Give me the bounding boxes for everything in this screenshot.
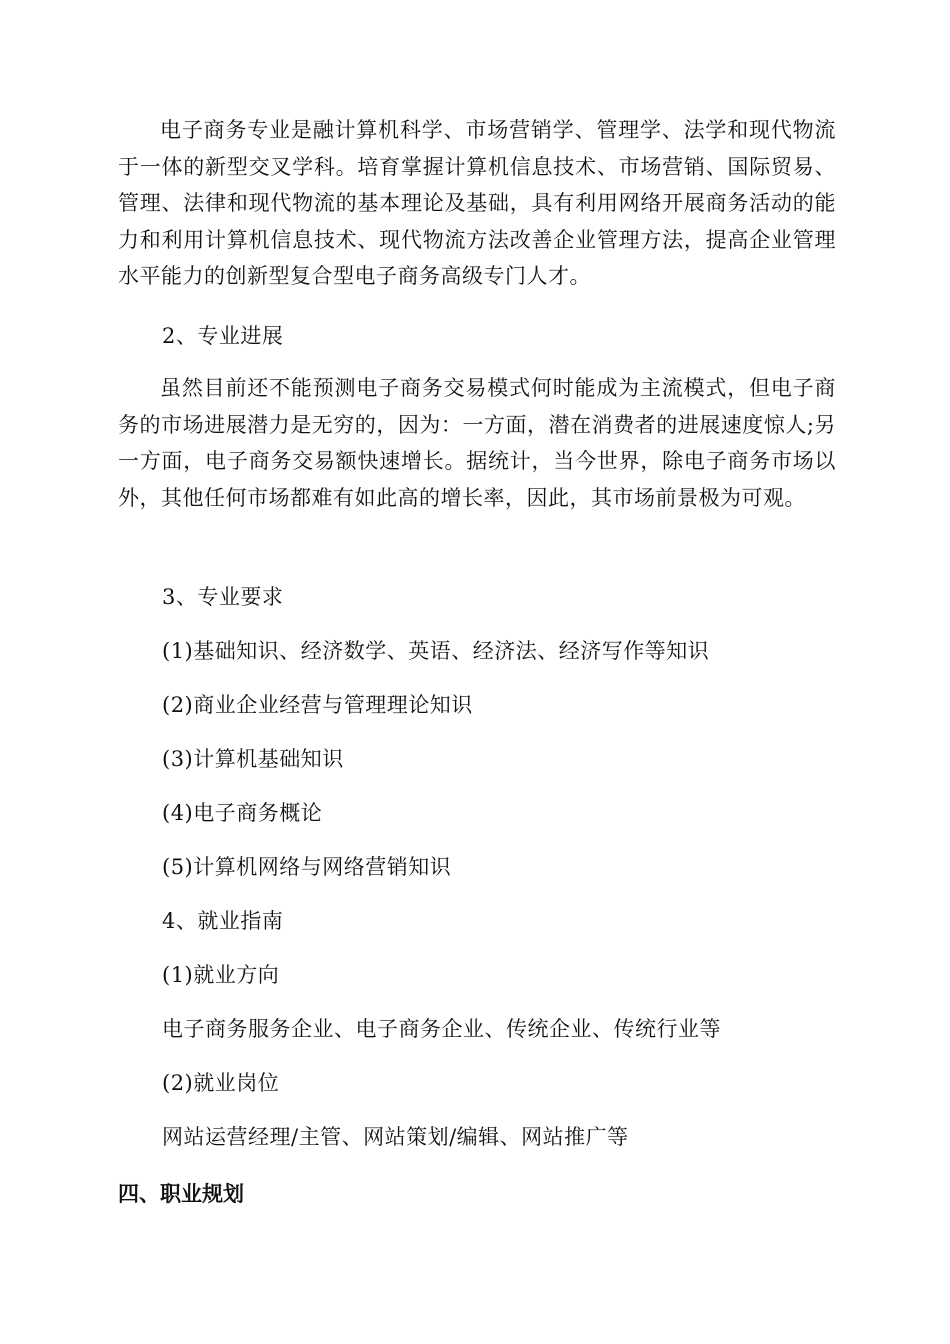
section-2-paragraph: 虽然目前还不能预测电子商务交易模式何时能成为主流模式，但电子商务的市场进展潜力是无穷的，因为：一方面，潜在消费者的进展速度惊人;另一方面，电子商务交易额快速增长。据统计，当今世界，除电子商务市场以外，其他任何市场都难有如此高的增长率，因此，其市场前景极为可观。 [118, 376, 836, 510]
requirement-item: (5)计算机网络与网络营销知识 [162, 855, 452, 879]
chapter-4-heading: 四、职业规划 [118, 1182, 244, 1206]
requirement-item: (2)商业企业经营与管理理论知识 [162, 693, 473, 717]
section-4-title: 4、就业指南 [162, 909, 284, 933]
employment-direction-text: 电子商务服务企业、电子商务企业、传统企业、传统行业等 [162, 1017, 721, 1041]
employment-position-title: (2)就业岗位 [162, 1071, 280, 1095]
intro-paragraph: 电子商务专业是融计算机科学、市场营销学、管理学、法学和现代物流于一体的新型交叉学科。培育掌握计算机信息技术、市场营销、国际贸易、管理、法律和现代物流的基本理论及基础，具有利用网络开展商务活动的能力和利用计算机信息技术、现代物流方法改善企业管理方法，提高企业管理水平能力的创新型复合型电子商务高级专门人才。 [118, 118, 836, 288]
requirement-item: (3)计算机基础知识 [162, 747, 344, 771]
requirement-item: (1)基础知识、经济数学、英语、经济法、经济写作等知识 [162, 639, 710, 663]
requirement-item: (4)电子商务概论 [162, 801, 323, 825]
employment-position-text: 网站运营经理/主管、网站策划/编辑、网站推广等 [162, 1125, 629, 1149]
section-3-title: 3、专业要求 [162, 585, 284, 609]
employment-direction-title: (1)就业方向 [162, 963, 280, 987]
section-2-title: 2、专业进展 [162, 324, 284, 348]
